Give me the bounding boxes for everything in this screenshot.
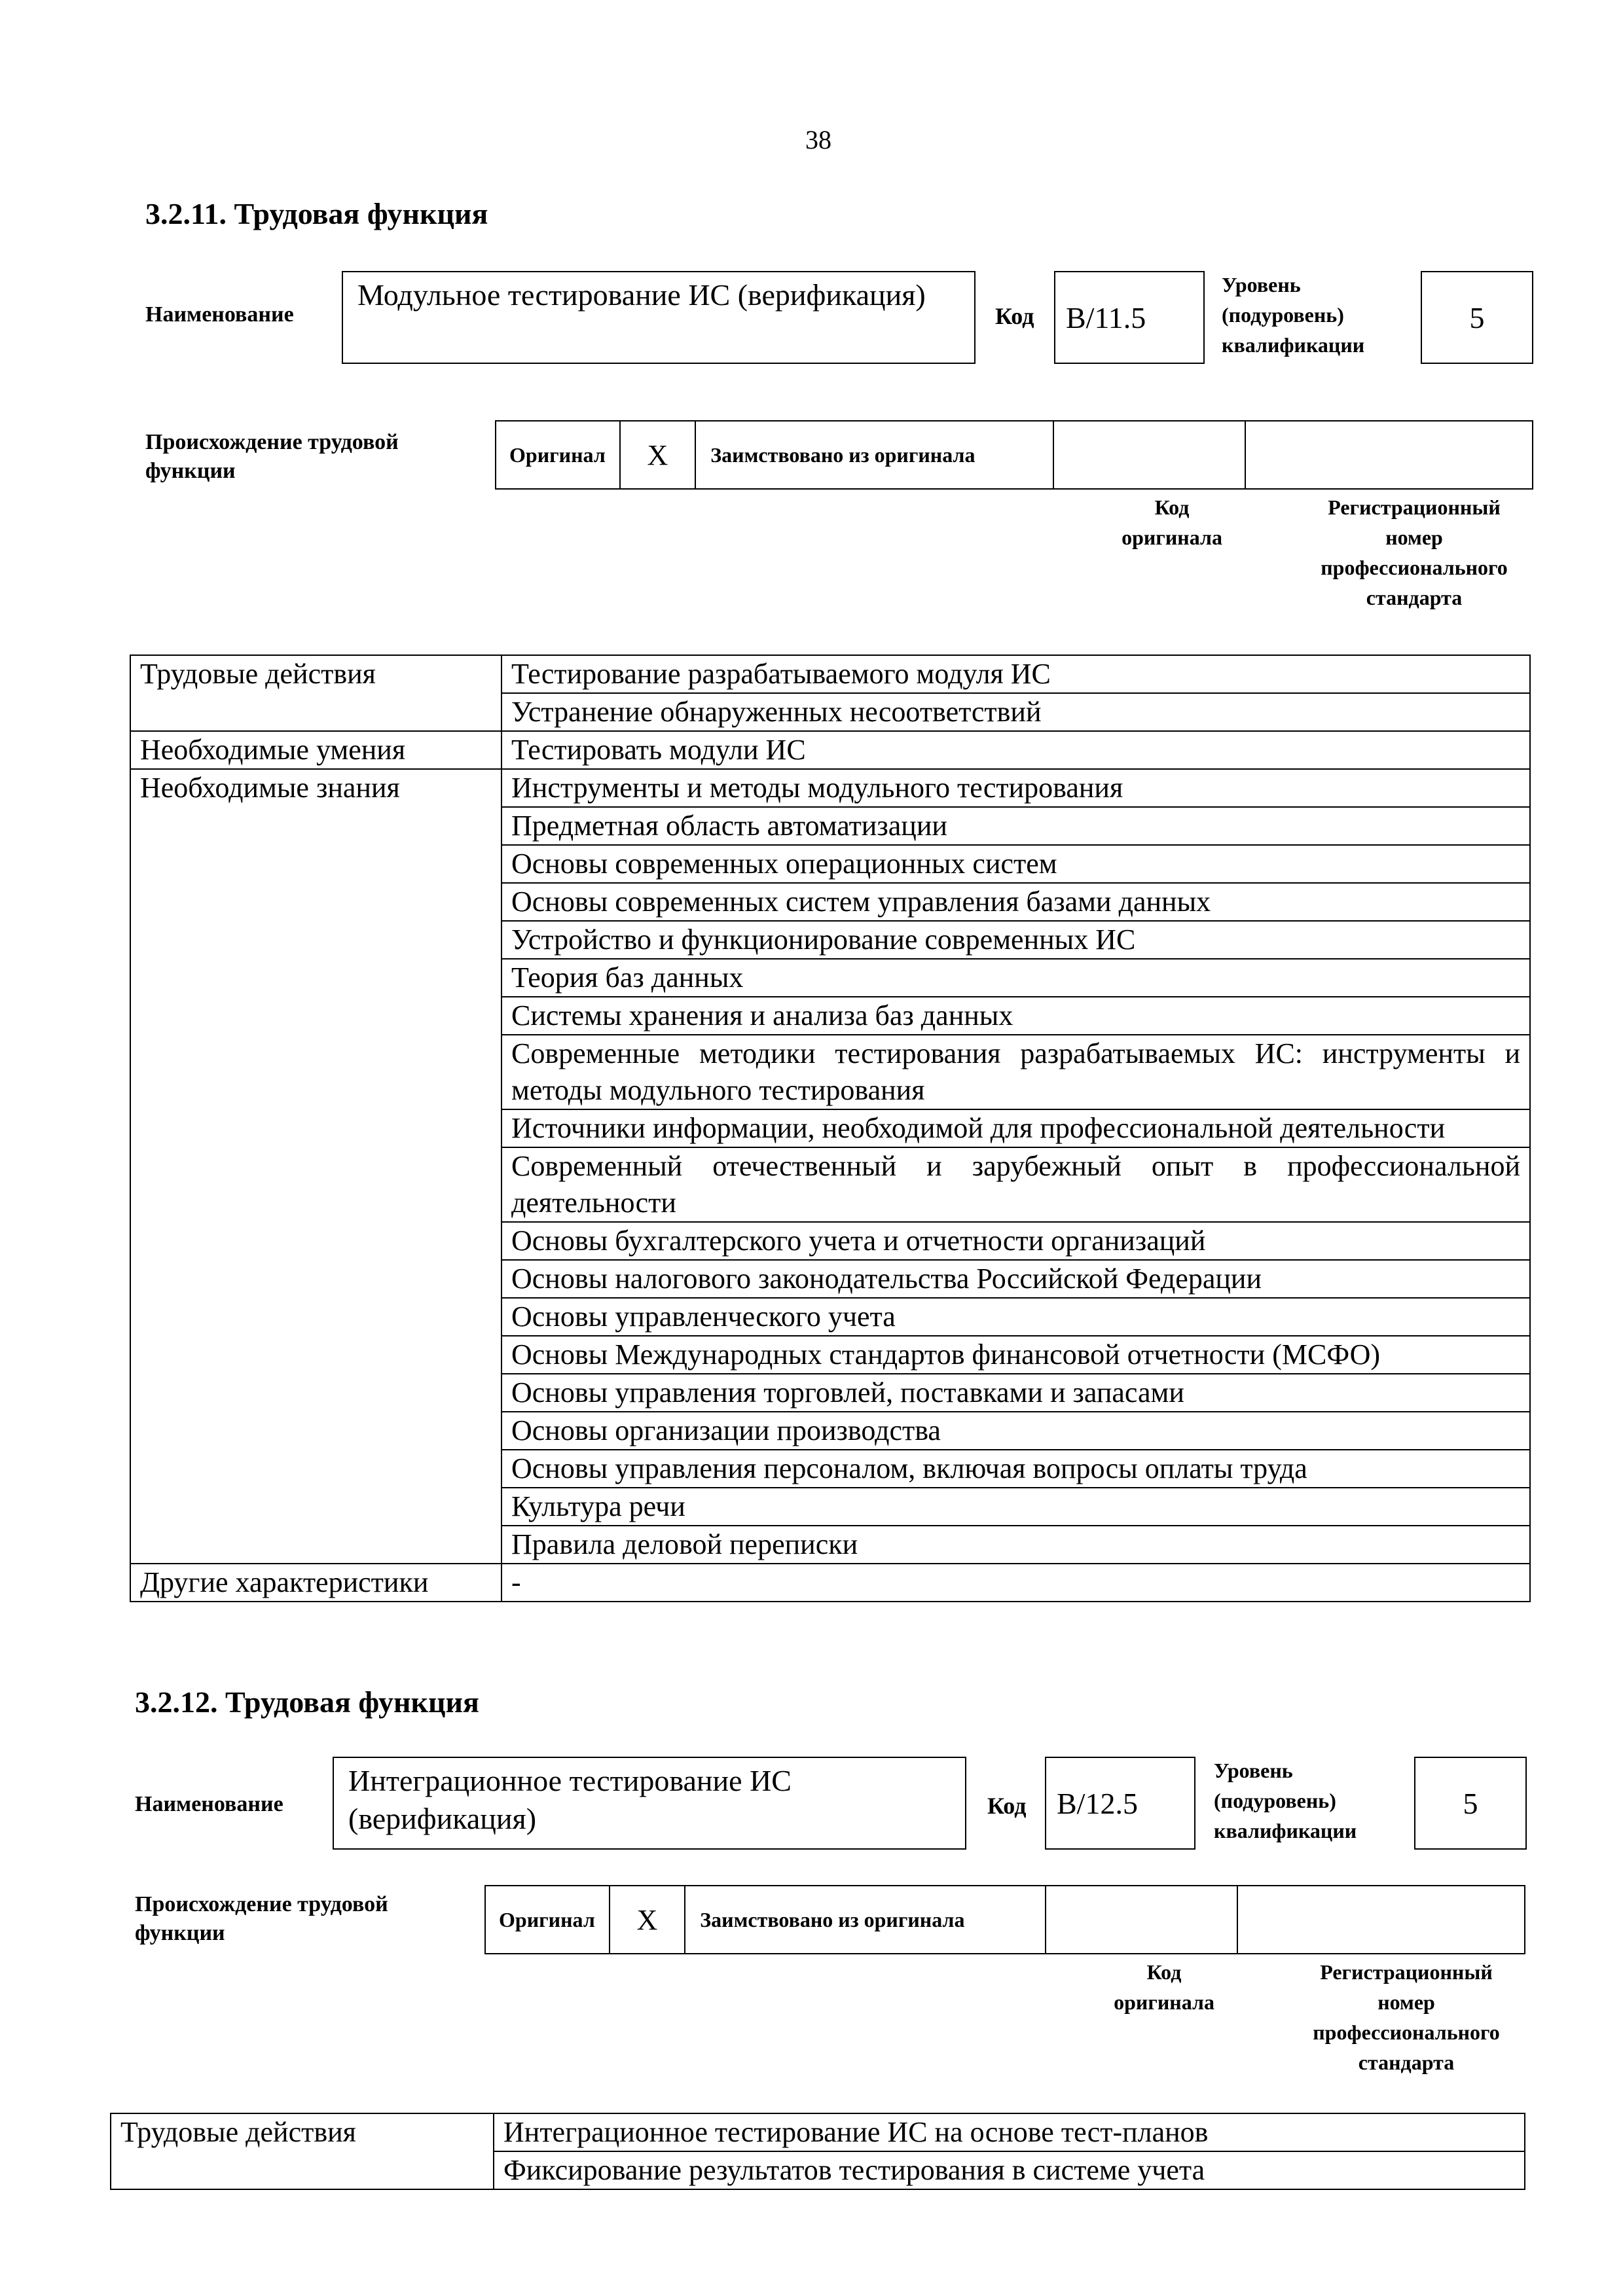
name-label: Наименование: [145, 302, 294, 327]
row-item: Источники информации, необходимой для профессиональной деятельности: [501, 1109, 1530, 1147]
origin-label: Происхождение трудовой функции: [145, 430, 399, 483]
row-item: Тестировать модули ИС: [501, 731, 1530, 769]
row-item: -: [501, 1564, 1530, 1602]
row-item: Инструменты и методы модульного тестирования: [501, 769, 1530, 807]
row-item: Основы управленческого учета: [501, 1298, 1530, 1336]
caption-reg-number: Регистрационный номер профессионального стандарта: [1321, 495, 1508, 609]
table-row: [130, 769, 1530, 807]
origin-code-cell: [1046, 1886, 1238, 1953]
function-name-box: Модульное тестирование ИС (верификация): [342, 271, 976, 364]
row-item: Основы управления персоналом, включая вопросы оплаты труда: [501, 1450, 1530, 1488]
section-heading: 3.2.11. Трудовая функция: [145, 197, 488, 230]
origin-label: Происхождение трудовой функции: [135, 1892, 388, 1945]
origin-original-label: Оригинал: [496, 422, 621, 488]
row-item: Основы Международных стандартов финансовой отчетности (МСФО): [501, 1336, 1530, 1374]
origin-original-label: Оригинал: [486, 1886, 610, 1953]
function-table: [110, 2113, 1525, 2190]
origin-row: [484, 1885, 1525, 1954]
origin-reg-number-cell: [1238, 1886, 1524, 1953]
table-row: [111, 2113, 1525, 2151]
row-category: Трудовые действия: [111, 2113, 494, 2189]
row-item: Современный отечественный и зарубежный опыт в профессиональной деятельности: [501, 1147, 1530, 1222]
origin-borrowed-label: Заимствовано из оригинала: [696, 422, 1054, 488]
caption-reg-number: Регистрационный номер профессионального стандарта: [1313, 1960, 1500, 2074]
page-number: 38: [805, 125, 831, 154]
origin-mark: X: [610, 1886, 686, 1953]
row-item: Основы современных операционных систем: [501, 845, 1530, 883]
row-item: Основы современных систем управления базами данных: [501, 883, 1530, 921]
caption-original-code: Код оригинала: [1122, 495, 1222, 549]
function-code-box: B/12.5: [1045, 1757, 1195, 1850]
function-code-box: B/11.5: [1054, 271, 1205, 364]
level-label: Уровень (подуровень) квалификации: [1214, 1759, 1357, 1842]
table-row: [130, 731, 1530, 769]
row-item: Современные методики тестирования разрабатываемых ИС: инструменты и методы модульного тестирования: [501, 1035, 1530, 1109]
row-item: Тестирование разрабатываемого модуля ИС: [501, 655, 1530, 693]
row-item: Фиксирование результатов тестирования в системе учета: [494, 2151, 1525, 2189]
origin-reg-number-cell: [1246, 422, 1532, 488]
origin-row: [495, 420, 1533, 490]
caption-original-code: Код оригинала: [1114, 1960, 1214, 2014]
row-category: Необходимые умения: [130, 731, 501, 769]
row-item: Предметная область автоматизации: [501, 807, 1530, 845]
row-item: Основы организации производства: [501, 1412, 1530, 1450]
function-name-box: Интеграционное тестирование ИС (верификация): [333, 1757, 966, 1850]
name-label: Наименование: [135, 1792, 283, 1816]
function-table: [130, 655, 1531, 1602]
origin-mark: X: [621, 422, 697, 488]
origin-code-cell: [1054, 422, 1246, 488]
row-item: Теория баз данных: [501, 959, 1530, 997]
row-item: Культура речи: [501, 1488, 1530, 1526]
row-item: Устройство и функционирование современных ИС: [501, 921, 1530, 959]
code-label: Код: [987, 1793, 1027, 1819]
row-category: Необходимые знания: [130, 769, 501, 1564]
qualification-level-box: 5: [1421, 271, 1533, 364]
qualification-level-box: 5: [1414, 1757, 1527, 1850]
code-label: Код: [995, 303, 1034, 329]
row-category: Другие характеристики: [130, 1564, 501, 1602]
row-item: Интеграционное тестирование ИС на основе тест-планов: [494, 2113, 1525, 2151]
level-label: Уровень (подуровень) квалификации: [1222, 273, 1365, 357]
row-item: Основы управления торговлей, поставками и запасами: [501, 1374, 1530, 1412]
row-category: Трудовые действия: [130, 655, 501, 731]
row-item: Системы хранения и анализа баз данных: [501, 997, 1530, 1035]
row-item: Устранение обнаруженных несоответствий: [501, 693, 1530, 731]
section-heading: 3.2.12. Трудовая функция: [135, 1685, 479, 1719]
row-item: Правила деловой переписки: [501, 1526, 1530, 1564]
table-row: [130, 655, 1530, 693]
origin-borrowed-label: Заимствовано из оригинала: [685, 1886, 1046, 1953]
row-item: Основы бухгалтерского учета и отчетности организаций: [501, 1222, 1530, 1260]
table-row: [130, 1564, 1530, 1602]
row-item: Основы налогового законодательства Российской Федерации: [501, 1260, 1530, 1298]
